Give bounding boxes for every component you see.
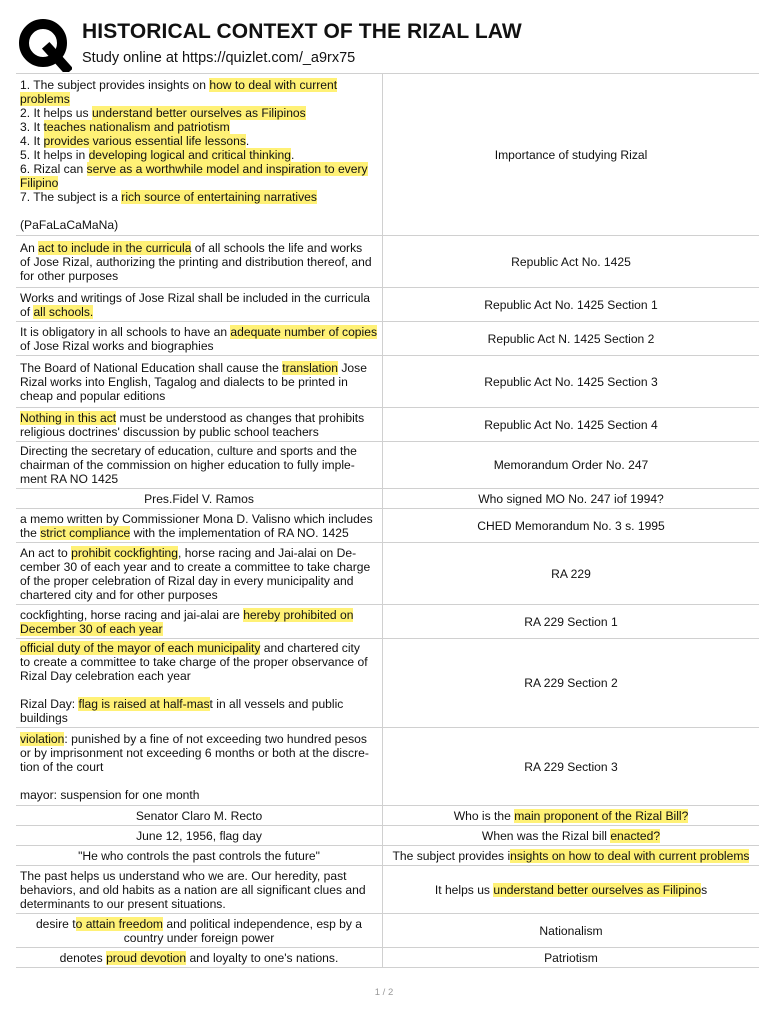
text-segment: CHED Memorandum No. 3 s. 1995 (477, 518, 665, 533)
flashcard-term (16, 846, 383, 866)
text-segment: RA 229 Section 1 (524, 614, 618, 629)
highlighted-text: enacted? (610, 828, 661, 843)
flashcard-definition (383, 728, 760, 806)
flashcard-term (16, 236, 383, 288)
flashcard-row (16, 948, 759, 968)
text-segment: Importance of studying Rizal (494, 147, 648, 162)
text-segment: The subject provides i (392, 848, 511, 863)
text-segment: Directing the secretary of education, culture and sports and the chairman of the commission on higher education to fully imple- ment RA NO 1425 (20, 444, 357, 486)
text-segment: "He who controls the past controls the future" (78, 848, 320, 863)
flashcard-term (16, 356, 383, 408)
text-segment: . 5. It helps in (20, 133, 250, 162)
text-segment: Republic Act N. 1425 Section 2 (487, 331, 655, 346)
text-segment: . 6. Rizal can (20, 147, 295, 176)
text-segment: RA 229 Section 2 (524, 676, 618, 690)
flashcard-table (16, 73, 759, 968)
flashcard-row (16, 489, 759, 509)
flashcard-row (16, 605, 759, 639)
flashcard-term (16, 442, 383, 489)
highlighted-text: violation (20, 731, 65, 746)
text-segment: Republic Act No. 1425 Section 3 (484, 374, 658, 389)
text-segment: 2. It helps us (20, 105, 89, 120)
highlighted-text: teaches nationalism and patriotism (43, 119, 230, 134)
study-online-link[interactable]: Study online at https://quizlet.com/_a9rx75 (82, 50, 356, 66)
flashcard-definition (383, 322, 760, 356)
flashcard-row (16, 509, 759, 543)
text-segment: 3. It (20, 119, 41, 134)
text-segment: and loyalty to one's nations. (186, 950, 339, 965)
flashcard-term (16, 489, 383, 509)
highlighted-text: main proponent of the Rizal Bill? (514, 808, 689, 823)
text-segment: of all schools the life and works of Jose Rizal, authorizing the printing and distribution thereof, and for other purposes (20, 240, 372, 283)
flashcard-definition (383, 442, 760, 489)
flashcard-row (16, 288, 759, 322)
text-segment: An act to (20, 545, 72, 560)
flashcard-term (16, 74, 383, 236)
highlighted-text: developing logical and critical thinking (88, 147, 291, 162)
text-segment: Nationalism (539, 923, 603, 938)
flashcard-definition (383, 605, 760, 639)
flashcard-definition (383, 826, 760, 846)
flashcard-definition (383, 489, 760, 509)
highlighted-text: adequate number of copies (230, 324, 377, 339)
flashcard-term (16, 543, 383, 605)
highlighted-text: official duty of the mayor of each municipality (20, 641, 261, 655)
flashcard-row (16, 806, 759, 826)
text-segment: Republic Act No. 1425 Section 1 (484, 297, 658, 312)
highlighted-text: all schools. (33, 304, 94, 319)
page-number: 1 / 2 (374, 987, 394, 998)
flashcard-term (16, 948, 383, 968)
flashcard-definition (383, 543, 760, 605)
flashcard-row (16, 322, 759, 356)
flashcard-definition (383, 236, 760, 288)
text-segment: RA 229 Section 3 (524, 759, 618, 774)
highlighted-text: translation (282, 360, 339, 375)
flashcard-definition (383, 74, 760, 236)
text-segment: , horse racing and Jai-alai on De- cember 30 of each year and to create a committee to take charge of the proper celebration of Rizal day in every municipality and chartered city and for other purposes (20, 545, 371, 602)
flashcard-definition (383, 948, 760, 968)
highlighted-text: serve as a worthwhile model and inspiration to every Filipino (20, 161, 368, 190)
quizlet-logo-icon (18, 18, 72, 72)
flashcard-term (16, 322, 383, 356)
highlighted-text: hereby prohibited on December 30 of each year (20, 607, 354, 636)
text-segment: (PaFaLaCaMaNa) (20, 217, 119, 232)
flashcard-term (16, 866, 383, 914)
text-segment: Senator Claro M. Recto (135, 808, 263, 823)
flashcard-term (16, 639, 383, 728)
text-segment: desire t (35, 916, 76, 931)
text-segment: Patriotism (544, 950, 598, 965)
flashcard-term (16, 806, 383, 826)
highlighted-text: understand better ourselves as Filipinos (91, 105, 306, 120)
flashcard-term (16, 288, 383, 322)
text-segment: and political independence, esp by a country under foreign power (123, 916, 363, 945)
flashcard-definition (383, 288, 760, 322)
text-segment: 1. The subject provides insights on (20, 77, 210, 92)
flashcard-row (16, 914, 759, 948)
text-segment: t in all vessels and public buildings (20, 697, 344, 725)
flashcard-row (16, 442, 759, 489)
highlighted-text: how to deal with current problems (20, 77, 338, 106)
text-segment: An (20, 240, 39, 255)
highlighted-text: o attain freedom (75, 916, 164, 931)
highlighted-text: act to include in the curricula (38, 240, 192, 255)
flashcard-row (16, 728, 759, 806)
flashcard-definition (383, 806, 760, 826)
flashcard-definition (383, 509, 760, 543)
flashcard-definition (383, 356, 760, 408)
highlighted-text: strict compliance (40, 525, 131, 540)
text-segment: RA 229 (551, 566, 591, 581)
flashcard-row (16, 639, 759, 728)
flashcard-term (16, 728, 383, 806)
text-segment: with the implementation of RA NO. 1425 (130, 525, 349, 540)
text-segment: 7. The subject is a (20, 189, 118, 204)
flashcard-term (16, 408, 383, 442)
text-segment: 4. It (20, 133, 41, 148)
text-segment: a memo written by Commissioner Mona D. Valisno which includes the (20, 511, 373, 540)
flashcard-term (16, 826, 383, 846)
text-segment: June 12, 1956, flag day (136, 828, 262, 843)
text-segment: denotes (59, 950, 107, 965)
highlighted-text: rich source of entertaining narratives (121, 189, 317, 204)
text-segment: Republic Act No. 1425 Section 4 (484, 417, 658, 432)
flashcard-term (16, 914, 383, 948)
document-header (18, 14, 758, 72)
text-segment: of Jose Rizal works and biographies (20, 338, 214, 353)
text-segment: The Board of National Education shall cause the (20, 360, 283, 375)
flashcard-definition (383, 866, 760, 914)
text-segment: Works and writings of Jose Rizal shall be included in the curricula of (20, 290, 370, 319)
flashcard-row (16, 846, 759, 866)
flashcard-row (16, 74, 759, 236)
text-segment: Who is the (453, 808, 515, 823)
flashcard-row (16, 408, 759, 442)
flashcard-term (16, 509, 383, 543)
text-segment: Pres.Fidel V. Ramos (144, 491, 254, 506)
flashcard-definition (383, 639, 760, 728)
highlighted-text: flag is raised at half-mas (78, 697, 210, 711)
flashcard-row (16, 236, 759, 288)
flashcard-row (16, 356, 759, 408)
flashcard-definition (383, 914, 760, 948)
text-segment: Republic Act No. 1425 (511, 254, 631, 269)
highlighted-text: provides various essential life lessons (43, 133, 246, 148)
flashcard-row (16, 866, 759, 914)
page-title: HISTORICAL CONTEXT OF THE RIZAL LAW (82, 20, 522, 43)
text-segment: The past helps us understand who we are. Our heredity, past behaviors, and old habits as a nation are all significant clues and determinants to our present situations. (20, 868, 366, 911)
flashcard-definition (383, 846, 760, 866)
highlighted-text: nsights on how to deal with current problems (510, 848, 750, 863)
text-segment: It is obligatory in all schools to have an (20, 324, 231, 339)
text-segment: Who signed MO No. 247 iof 1994? (478, 491, 664, 506)
text-segment: s (701, 882, 708, 897)
text-segment: and chartered city to create a committee to take charge of the proper observance of Rizal Day celebration each year Rizal Day: (20, 641, 368, 711)
flashcard-term (16, 605, 383, 639)
text-segment: cockfighting, horse racing and jai-alai are (20, 607, 244, 622)
flashcard-row (16, 826, 759, 846)
flashcard-definition (383, 408, 760, 442)
flashcard-row (16, 543, 759, 605)
text-segment: Memorandum Order No. 247 (493, 458, 649, 472)
text-segment: It helps us (434, 882, 494, 897)
text-segment: must be understood as changes that prohibits religious doctrines' discussion by public school teachers (20, 410, 365, 439)
text-segment: : punished by a fine of not exceeding two hundred pesos or by imprisonment not exceeding 6 months or both at the discre- tion of the court mayor: suspension for one month (20, 731, 369, 802)
highlighted-text: understand better ourselves as Filipino (493, 882, 702, 897)
text-segment: Jose Rizal works into English, Tagalog and dialects to be printed in cheap and popular editions (20, 360, 367, 403)
highlighted-text: Nothing in this act (20, 410, 117, 425)
highlighted-text: prohibit cockfighting (71, 545, 178, 560)
highlighted-text: proud devotion (106, 950, 187, 965)
text-segment: When was the Rizal bill (481, 828, 611, 843)
